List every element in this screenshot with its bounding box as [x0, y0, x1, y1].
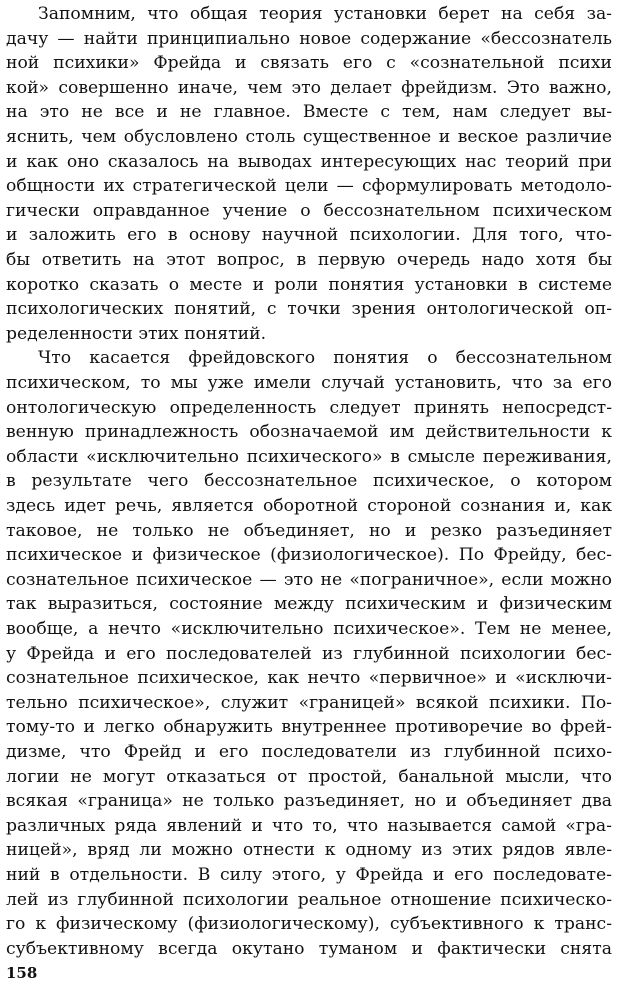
text-line: у Фрейда и его последователей из глубинной психологии бес- — [6, 643, 612, 664]
text-line: яснить, чем обусловлено столь существенное и веское различие — [6, 127, 612, 147]
text-line: области «исключительно психического» в смысле переживания, — [6, 446, 612, 467]
text-line: ной психики» Фрейда и связать его с «сознательной психи — [6, 53, 612, 74]
text-line: субъективному всегда окутано туманом и фактически снята — [6, 938, 612, 959]
text-line: вообще, а нечто «исключительно психическое». Тем не менее, — [6, 619, 612, 639]
text-line: ний в отдельности. В силу этого, у Фрейда и его последовате- — [6, 865, 612, 885]
text-line: дизме, что Фрейд и его последователи из глубинной психо- — [6, 742, 612, 762]
text-line: всякая «граница» не только разъединяет, но и объединяет два — [6, 791, 612, 812]
text-line: психическом, то мы уже имели случай установить, что за его — [6, 373, 612, 393]
text-line: Что касается фрейдовского понятия о бессознательном — [38, 348, 612, 369]
text-line: общности их стратегической цели — сформулировать методоло- — [6, 176, 612, 197]
book-page — [6, 2, 612, 986]
text-line: психологических понятий, с точки зрения онтологической оп- — [6, 299, 612, 320]
text-line: различных ряда явлений и что то, что называется самой «гра- — [6, 815, 612, 836]
text-line: так выразиться, состояние между психическим и физическим — [6, 594, 612, 615]
page-number: 158 — [6, 964, 38, 983]
text-line: кой» совершенно иначе, чем это делает фрейдизм. Это важно, — [6, 77, 612, 98]
text-line: ницей», вряд ли можно отнести к одному из этих рядов явле- — [6, 840, 612, 861]
text-line: гически оправданное учение о бессознательном психическом — [6, 200, 612, 221]
text-line: в результате чего бессознательное психическое, о котором — [6, 471, 612, 492]
text-line: Запомним, что общая теория установки берет на себя за- — [38, 4, 612, 24]
text-line: таковое, не только не объединяет, но и резко разъединяет — [6, 520, 612, 541]
text-line: бы ответить на этот вопрос, в первую очередь надо хотя бы — [6, 250, 612, 270]
text-line: и заложить его в основу научной психологии. Для того, что- — [6, 225, 612, 246]
text-line: го к физическому (физиологическому), субъективного к транс- — [6, 914, 612, 935]
text-line: тельно психическое», служит «границей» всякой психики. По- — [6, 692, 612, 713]
text-line: ределенности этих понятий. — [6, 323, 267, 344]
text-line: лей из глубинной психологии реальное отношение психическо- — [6, 889, 612, 910]
text-line: и как оно сказалось на выводах интересующих нас теорий при — [6, 151, 612, 172]
text-line: психическое и физическое (физиологическое). По Фрейду, бес- — [6, 545, 612, 566]
text-line: коротко сказать о месте и роли понятия установки в системе — [6, 274, 612, 295]
text-line: логии не могут отказаться от простой, банальной мысли, что — [6, 766, 612, 787]
text-line: сознательное психическое — это не «пограничное», если можно — [6, 569, 612, 590]
text-line: венную принадлежность обозначаемой им действительности к — [6, 422, 612, 443]
text-line: тому-то и легко обнаружить внутреннее противоречие во фрей- — [6, 717, 612, 738]
text-line: онтологическую определенность следует принять непосредст- — [6, 397, 612, 418]
text-line: сознательное психическое, как нечто «первичное» и «исключи- — [6, 668, 612, 689]
text-line: здесь идет речь, является оборотной стороной сознания и, как — [6, 496, 612, 516]
text-line: дачу — найти принципиально новое содержание «бессознатель — [6, 28, 612, 49]
text-line: на это не все и не главное. Вместе с тем, нам следует вы- — [6, 102, 612, 123]
